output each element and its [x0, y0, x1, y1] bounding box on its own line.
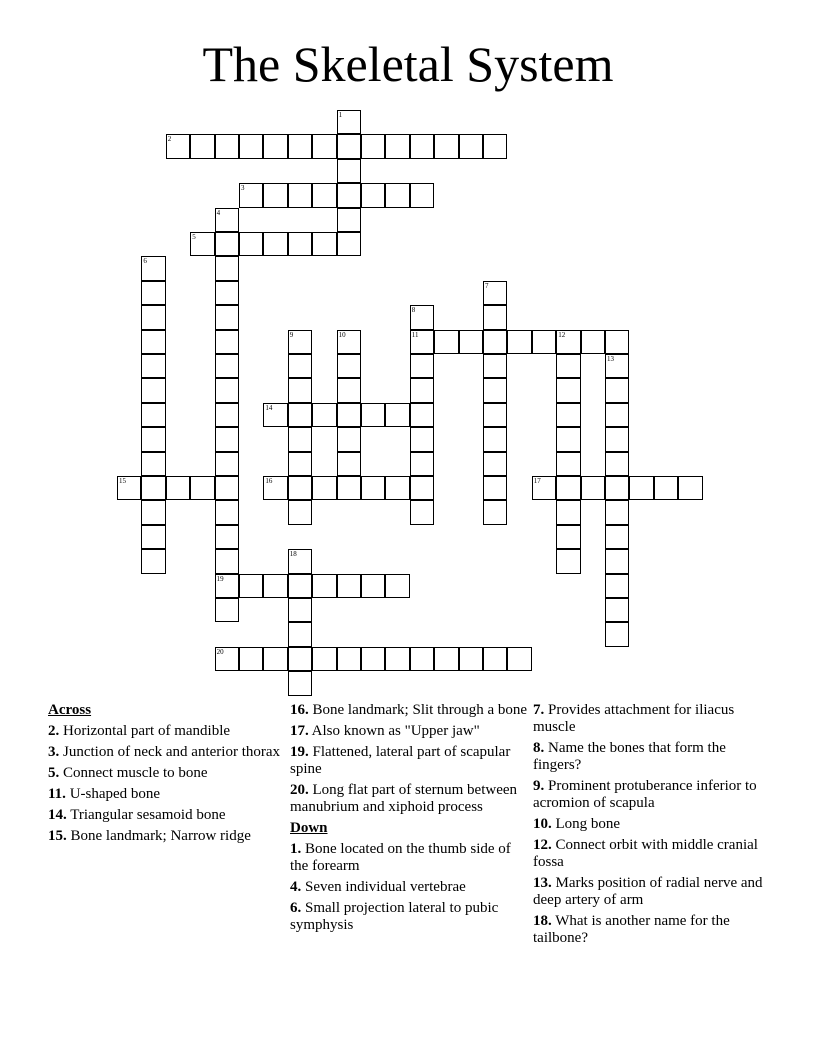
clue-item-number: 14.	[48, 807, 67, 823]
clue-number: 9	[289, 330, 294, 339]
grid-cell[interactable]	[361, 647, 385, 671]
grid-cell[interactable]	[507, 330, 531, 354]
grid-cell[interactable]	[312, 232, 336, 256]
clue-item-number: 18.	[533, 913, 552, 929]
grid-cell[interactable]	[532, 330, 556, 354]
grid-cell[interactable]	[312, 183, 336, 207]
grid-cell[interactable]	[410, 647, 434, 671]
clue-item	[290, 702, 530, 719]
clue-number: 14	[265, 403, 273, 412]
grid-cell[interactable]	[215, 598, 239, 622]
grid-cell[interactable]	[215, 378, 239, 402]
clue-item-number: 5.	[48, 765, 60, 781]
clue-item-number: 13.	[533, 875, 552, 891]
grid-cell[interactable]	[337, 330, 361, 354]
grid-cell[interactable]	[605, 427, 629, 451]
grid-cell[interactable]	[678, 476, 702, 500]
grid-cell[interactable]	[556, 427, 580, 451]
clue-item	[533, 913, 773, 947]
grid-cell[interactable]	[215, 452, 239, 476]
grid-cell[interactable]	[483, 305, 507, 329]
clue-item	[48, 807, 288, 824]
grid-cell[interactable]	[263, 574, 287, 598]
clue-number: 5	[192, 233, 196, 241]
clue-number: 2	[167, 135, 172, 144]
grid-cell[interactable]	[483, 427, 507, 451]
grid-cell[interactable]	[288, 598, 312, 622]
clue-item	[533, 702, 773, 736]
clue-item	[48, 723, 288, 740]
grid-cell[interactable]	[410, 476, 434, 500]
clue-number: 13	[607, 355, 614, 363]
grid-cell[interactable]	[263, 647, 287, 671]
grid-cell[interactable]	[141, 427, 165, 451]
grid-cell[interactable]	[556, 403, 580, 427]
grid-cell[interactable]	[288, 476, 312, 500]
grid-cell[interactable]	[337, 427, 361, 451]
grid-cell[interactable]	[605, 378, 629, 402]
grid-cell[interactable]	[288, 378, 312, 402]
grid-cell[interactable]	[483, 452, 507, 476]
grid-cell[interactable]	[288, 183, 312, 207]
grid-cell[interactable]	[605, 500, 629, 524]
clue-item	[533, 837, 773, 871]
grid-cell[interactable]	[312, 476, 336, 500]
grid-cell[interactable]	[483, 354, 507, 378]
grid-cell[interactable]	[337, 232, 361, 256]
grid-cell[interactable]	[385, 134, 409, 158]
grid-cell[interactable]	[239, 134, 263, 158]
clue-item-number: 8.	[533, 740, 545, 756]
clue-item-text: Triangular sesamoid bone	[66, 807, 226, 823]
grid-cell[interactable]	[288, 403, 312, 427]
clue-item-text: Provides attachment for iliacus muscle	[533, 702, 735, 735]
clue-item-number: 2.	[48, 723, 60, 739]
grid-cell[interactable]	[605, 549, 629, 573]
grid-cell[interactable]	[385, 183, 409, 207]
clue-item	[48, 828, 288, 845]
grid-cell[interactable]	[215, 427, 239, 451]
grid-cell[interactable]	[385, 574, 409, 598]
grid-cell[interactable]	[483, 134, 507, 158]
grid-cell[interactable]	[215, 500, 239, 524]
clue-item	[290, 841, 530, 875]
grid-cell[interactable]	[190, 232, 214, 256]
clue-item-number: 3.	[48, 744, 60, 760]
clue-item-number: 15.	[48, 828, 67, 844]
clue-item	[533, 778, 773, 812]
grid-cell[interactable]	[263, 134, 287, 158]
grid-cell[interactable]	[361, 574, 385, 598]
grid-cell[interactable]	[361, 403, 385, 427]
clue-item-number: 6.	[290, 900, 302, 916]
grid-cell[interactable]	[337, 208, 361, 232]
grid-cell[interactable]	[215, 549, 239, 573]
grid-cell[interactable]	[605, 622, 629, 646]
clue-item-text: Connect muscle to bone	[59, 765, 208, 781]
grid-cell[interactable]	[215, 232, 239, 256]
clue-item-number: 20.	[290, 782, 309, 798]
clue-number: 7	[485, 281, 489, 290]
grid-cell[interactable]	[556, 525, 580, 549]
clue-item	[533, 740, 773, 774]
grid-cell[interactable]	[239, 647, 263, 671]
grid-cell[interactable]	[288, 330, 312, 354]
clue-item-number: 10.	[533, 816, 552, 832]
grid-cell[interactable]	[141, 403, 165, 427]
down-heading: Down	[290, 820, 328, 836]
clue-item-number: 7.	[533, 702, 545, 718]
grid-cell[interactable]	[190, 476, 214, 500]
clue-item-number: 4.	[290, 879, 302, 895]
grid-cell[interactable]	[410, 378, 434, 402]
grid-cell[interactable]	[166, 476, 190, 500]
grid-cell[interactable]	[532, 476, 556, 500]
grid-cell[interactable]	[141, 354, 165, 378]
grid-cell[interactable]	[288, 354, 312, 378]
grid-cell[interactable]	[337, 647, 361, 671]
clue-item-number: 9.	[533, 778, 545, 794]
clue-item	[290, 900, 530, 934]
grid-cell[interactable]	[556, 354, 580, 378]
clue-item-text: Horizontal part of mandible	[59, 723, 231, 739]
grid-cell[interactable]	[288, 549, 312, 573]
grid-cell[interactable]	[361, 183, 385, 207]
clue-item-text: Also known as "Upper jaw"	[308, 723, 480, 739]
grid-cell[interactable]	[312, 574, 336, 598]
grid-cell[interactable]	[141, 281, 165, 305]
clue-item-number: 19.	[290, 744, 309, 760]
grid-cell[interactable]	[337, 354, 361, 378]
grid-cell[interactable]	[239, 232, 263, 256]
grid-cell[interactable]	[288, 647, 312, 671]
grid-cell[interactable]	[337, 452, 361, 476]
grid-cell[interactable]	[434, 134, 458, 158]
grid-cell[interactable]	[410, 134, 434, 158]
clue-item-text: Bone located on the thumb side of the forearm	[290, 841, 511, 874]
grid-cell[interactable]	[337, 110, 361, 134]
grid-cell[interactable]	[410, 183, 434, 207]
clue-item	[290, 723, 530, 740]
grid-cell[interactable]	[288, 574, 312, 598]
clue-number: 15	[119, 477, 126, 485]
grid-cell[interactable]	[288, 427, 312, 451]
grid-cell[interactable]	[410, 403, 434, 427]
clue-number: 10	[338, 330, 346, 339]
grid-cell[interactable]	[410, 500, 434, 524]
grid-cell[interactable]	[556, 378, 580, 402]
grid-cell[interactable]	[605, 598, 629, 622]
clue-item-text: Bone landmark; Slit through a bone	[308, 702, 528, 718]
grid-cell[interactable]	[312, 134, 336, 158]
grid-cell[interactable]	[141, 378, 165, 402]
grid-cell[interactable]	[410, 427, 434, 451]
grid-cell[interactable]	[605, 330, 629, 354]
grid-cell[interactable]	[141, 452, 165, 476]
grid-cell[interactable]	[215, 525, 239, 549]
clues-column-1	[48, 702, 288, 849]
grid-cell[interactable]	[263, 476, 287, 500]
grid-cell[interactable]	[239, 183, 263, 207]
grid-cell[interactable]	[215, 208, 239, 232]
grid-cell[interactable]	[459, 330, 483, 354]
grid-cell[interactable]	[337, 183, 361, 207]
grid-cell[interactable]	[215, 330, 239, 354]
grid-cell[interactable]	[141, 549, 165, 573]
grid-cell[interactable]	[385, 476, 409, 500]
grid-cell[interactable]	[410, 330, 434, 354]
clue-item-number: 12.	[533, 837, 552, 853]
clue-item-text: What is another name for the tailbone?	[533, 913, 730, 946]
grid-cell[interactable]	[288, 500, 312, 524]
grid-cell[interactable]	[117, 476, 141, 500]
clue-item-text: Long flat part of sternum between manubrium and xiphoid process	[290, 782, 518, 815]
clue-number: 17	[533, 477, 541, 485]
clue-item	[290, 782, 530, 816]
grid-cell[interactable]	[337, 574, 361, 598]
clue-item	[48, 786, 288, 803]
grid-cell[interactable]	[288, 671, 312, 695]
page-title: The Skeletal System	[202, 36, 614, 92]
grid-cell[interactable]	[215, 256, 239, 280]
grid-cell[interactable]	[629, 476, 653, 500]
clue-item-text: Prominent protuberance inferior to acromion of scapula	[533, 778, 757, 811]
grid-cell[interactable]	[556, 452, 580, 476]
clue-number: 12	[558, 330, 566, 339]
grid-cell[interactable]	[312, 647, 336, 671]
grid-cell[interactable]	[556, 500, 580, 524]
clue-number: 11	[411, 330, 419, 339]
grid-cell[interactable]	[605, 403, 629, 427]
grid-cell[interactable]	[581, 330, 605, 354]
grid-cell[interactable]	[215, 574, 239, 598]
grid-cell[interactable]	[166, 134, 190, 158]
grid-cell[interactable]	[215, 354, 239, 378]
grid-cell[interactable]	[483, 500, 507, 524]
grid-cell[interactable]	[141, 525, 165, 549]
grid-cell[interactable]	[483, 330, 507, 354]
grid-cell[interactable]	[288, 452, 312, 476]
clue-number: 1	[338, 111, 343, 119]
clue-item	[533, 875, 773, 909]
grid-cell[interactable]	[459, 647, 483, 671]
clue-number: 19	[216, 574, 224, 583]
grid-cell[interactable]	[556, 549, 580, 573]
clue-item	[290, 879, 530, 896]
clue-item-text: Marks position of radial nerve and deep artery of arm	[533, 875, 763, 908]
clue-item-text: U-shaped bone	[65, 786, 161, 802]
grid-cell[interactable]	[337, 159, 361, 183]
clue-item-text: Connect orbit with middle cranial fossa	[533, 837, 758, 870]
clue-item-text: Seven individual vertebrae	[301, 879, 466, 895]
grid-cell[interactable]	[337, 378, 361, 402]
grid-cell[interactable]	[263, 403, 287, 427]
clue-number: 16	[265, 477, 273, 485]
clue-item-text: Junction of neck and anterior thorax	[59, 744, 281, 760]
grid-cell[interactable]	[605, 452, 629, 476]
grid-cell[interactable]	[190, 134, 214, 158]
clue-number: 6	[143, 257, 147, 266]
grid-cell[interactable]	[215, 403, 239, 427]
grid-cell[interactable]	[288, 232, 312, 256]
clue-item-text: Flattened, lateral part of scapular spine	[290, 744, 511, 777]
grid-cell[interactable]	[483, 647, 507, 671]
clue-item-number: 17.	[290, 723, 309, 739]
clue-item-number: 11.	[48, 786, 66, 802]
grid-cell[interactable]	[483, 403, 507, 427]
clue-item-number: 16.	[290, 702, 309, 718]
grid-cell[interactable]	[215, 647, 239, 671]
grid-cell[interactable]	[385, 647, 409, 671]
clue-number: 8	[411, 306, 416, 315]
grid-cell[interactable]	[483, 281, 507, 305]
clue-number: 20	[216, 647, 224, 656]
grid-cell[interactable]	[605, 574, 629, 598]
grid-cell[interactable]	[141, 500, 165, 524]
clue-item	[48, 744, 288, 761]
clue-number: 18	[289, 550, 297, 559]
grid-cell[interactable]	[337, 476, 361, 500]
grid-cell[interactable]	[434, 330, 458, 354]
grid-cell[interactable]	[215, 305, 239, 329]
clue-item-text: Bone landmark; Narrow ridge	[66, 828, 251, 844]
grid-cell[interactable]	[215, 281, 239, 305]
clues-column-3	[533, 702, 773, 951]
grid-cell[interactable]	[654, 476, 678, 500]
clue-item	[48, 765, 288, 782]
across-heading: Across	[48, 702, 92, 718]
grid-cell[interactable]	[312, 403, 336, 427]
grid-cell[interactable]	[556, 330, 580, 354]
grid-cell[interactable]	[459, 134, 483, 158]
clue-item-number: 1.	[290, 841, 302, 857]
grid-cell[interactable]	[556, 476, 580, 500]
grid-cell[interactable]	[361, 476, 385, 500]
grid-cell[interactable]	[410, 452, 434, 476]
grid-cell[interactable]	[288, 622, 312, 646]
grid-cell[interactable]	[239, 574, 263, 598]
clue-item	[533, 816, 773, 833]
grid-cell[interactable]	[410, 354, 434, 378]
clues-column-2	[290, 702, 530, 938]
grid-cell[interactable]	[483, 378, 507, 402]
grid-cell[interactable]	[361, 134, 385, 158]
grid-cell[interactable]	[434, 647, 458, 671]
clue-item-text: Small projection lateral to pubic symphysis	[290, 900, 499, 933]
clue-item-text: Name the bones that form the fingers?	[533, 740, 726, 773]
grid-cell[interactable]	[605, 525, 629, 549]
clue-item	[290, 744, 530, 778]
grid-cell[interactable]	[605, 476, 629, 500]
grid-cell[interactable]	[337, 403, 361, 427]
grid-cell[interactable]	[507, 647, 531, 671]
clue-number: 4	[216, 208, 221, 217]
grid-cell[interactable]	[215, 476, 239, 500]
clue-item-text: Long bone	[551, 816, 621, 832]
grid-cell[interactable]	[605, 354, 629, 378]
grid-cell[interactable]	[581, 476, 605, 500]
grid-cell[interactable]	[385, 403, 409, 427]
grid-cell[interactable]	[141, 256, 165, 280]
clue-number: 3	[241, 184, 245, 193]
grid-cell[interactable]	[141, 330, 165, 354]
grid-cell[interactable]	[337, 134, 361, 158]
grid-cell[interactable]	[263, 183, 287, 207]
grid-cell[interactable]	[141, 305, 165, 329]
grid-cell[interactable]	[410, 305, 434, 329]
grid-cell[interactable]	[141, 476, 165, 500]
grid-cell[interactable]	[215, 134, 239, 158]
grid-cell[interactable]	[483, 476, 507, 500]
grid-cell[interactable]	[263, 232, 287, 256]
grid-cell[interactable]	[288, 134, 312, 158]
